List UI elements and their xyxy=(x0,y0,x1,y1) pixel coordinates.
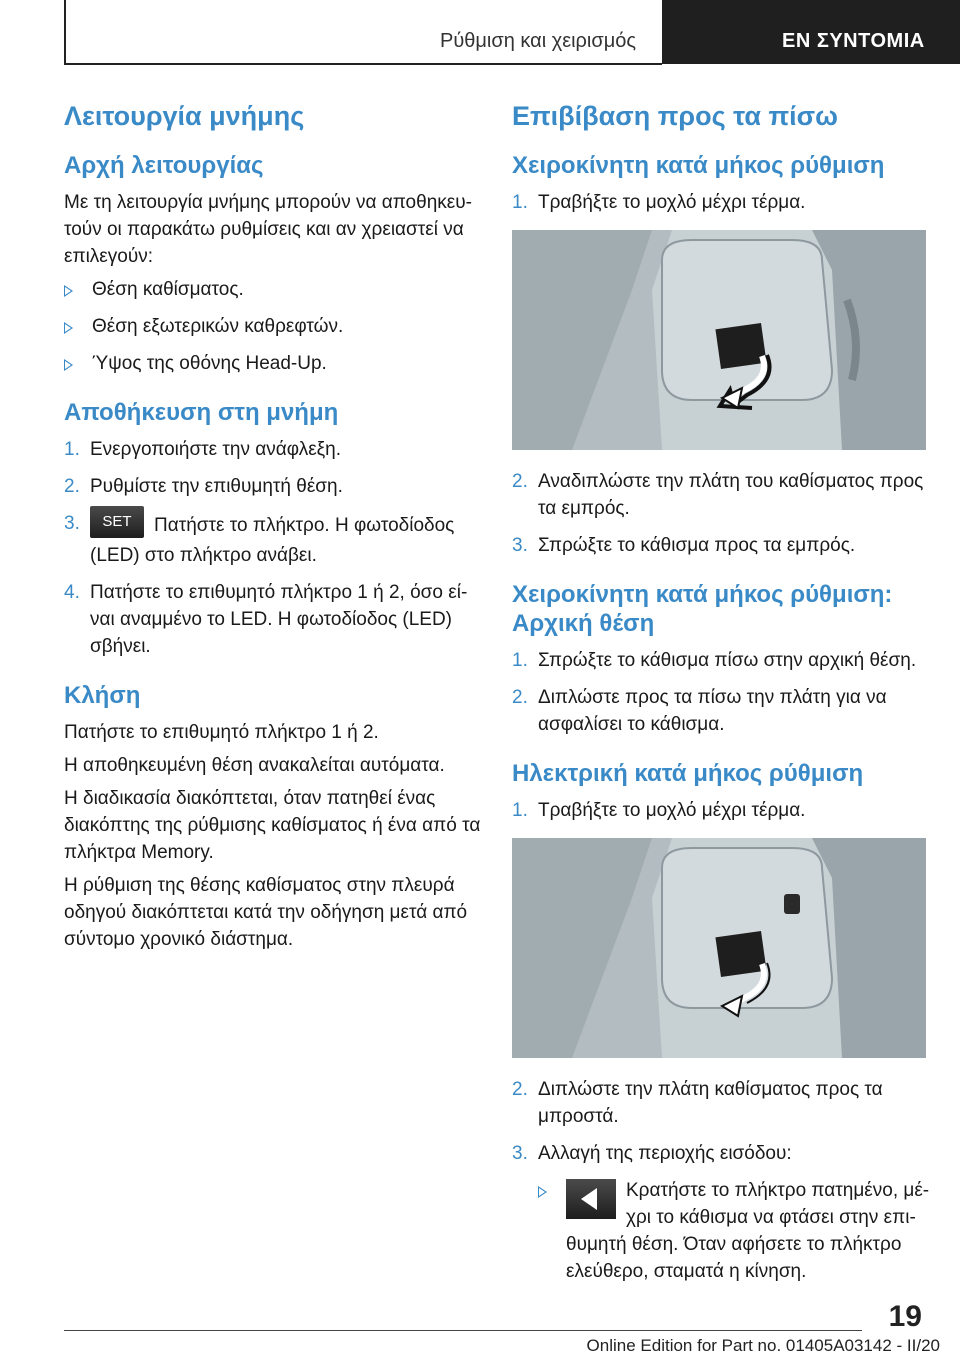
seat-lever-illustration xyxy=(512,230,926,450)
step-item: 4. Πατήστε το επιθυμητό πλήκτρο 1 ή 2, όσο είναι αναμμένο το LED. Η φωτοδίοδος (LED) σβήνει. xyxy=(64,581,468,657)
arrow-left-button-icon xyxy=(566,1179,616,1219)
manual-heading: Χειροκίνητη κατά μήκος ρύθμιση xyxy=(512,152,885,180)
principle-list xyxy=(64,276,484,377)
step-item: 2. Ρυθμίστε την επιθυμητή θέση. xyxy=(64,475,343,497)
recall-text-2: Η αποθηκευμένη θέση ανακαλείται αυτόματα. xyxy=(64,754,445,776)
step-item: 3. Σπρώξτε το κάθισμα προς τα εμπρός. xyxy=(512,535,856,557)
memory-title: Λειτουργία μνήμης xyxy=(64,101,305,131)
right-column xyxy=(512,100,932,1285)
triangle-bullet-icon xyxy=(64,285,73,297)
principle-text: Με τη λειτουργία μνήμης μπορούν να αποθηκευτούν οι παρακάτω ρυθμίσεις και αν χρειαστεί να επιλεγούν: xyxy=(64,192,472,268)
header-chapter: ΕΝ ΣΥΝΤΟΜΙΑ xyxy=(662,0,960,64)
manual-steps-a xyxy=(512,189,932,216)
principle-heading: Αρχή λειτουργίας xyxy=(64,152,264,180)
rear-entry-title: Επιβίβαση προς τα πίσω xyxy=(512,101,838,131)
manual-steps-b xyxy=(512,468,932,559)
step-item: 1. Τραβήξτε το μοχλό μέχρι τέρμα. xyxy=(512,192,806,214)
recall-text-3: Η διαδικασία διακόπτεται, όταν πατηθεί ένας διακόπτης της ρύθμισης καθίσματος ή ένα από τα πλήκτρα Memory. xyxy=(64,787,481,863)
page-number: 19 xyxy=(888,1300,922,1333)
footer-edition: Online Edition for Part no. 01405A03142 - II/20 xyxy=(586,1336,940,1355)
electric-seat-illustration xyxy=(512,838,926,1058)
step-item: 2. Διπλώστε την πλάτη καθίσματος προς τα μπροστά. xyxy=(512,1078,883,1127)
step-item: 2. Αναδιπλώστε την πλάτη του καθίσματος προς τα εμπρός. xyxy=(512,471,924,520)
electric-sub-list xyxy=(512,1177,932,1285)
step-item: 3. SET Πατήστε το πλήκτρο. Η φωτοδίοδος (LED) στο πλήκτρο ανάβει. xyxy=(64,510,484,569)
list-item: Ύψος της οθόνης Head-Up. xyxy=(64,350,484,377)
list-item: Κρατήστε το πλήκτρο πατημένο, μέχρι το κάθισμα να φτάσει στην επιθυμητή θέση. Όταν αφήσετε το πλήκτρο ελεύθερο, σταματά η κίνηση. xyxy=(538,1177,932,1285)
step-item: 1. Τραβήξτε το μοχλό μέχρι τέρμα. xyxy=(512,799,806,821)
list-item: Θέση εξωτερικών καθρεφτών. xyxy=(64,313,484,340)
step-item: 1. Σπρώξτε το κάθισμα πίσω στην αρχική θέση. xyxy=(512,649,917,671)
set-button-icon: SET xyxy=(90,506,144,538)
triangle-bullet-icon xyxy=(64,322,73,334)
header-section: Ρύθμιση και χειρισμός xyxy=(439,30,636,52)
list-item: Θέση καθίσματος. xyxy=(64,276,484,303)
electric-heading: Ηλεκτρική κατά μήκος ρύθμιση xyxy=(512,759,864,787)
triangle-bullet-icon xyxy=(538,1186,547,1198)
step-item: 3. Αλλαγή της περιοχής εισόδου: xyxy=(512,1142,792,1164)
manual-home-steps xyxy=(512,647,932,738)
electric-steps-b xyxy=(512,1076,932,1167)
manual-home-heading: Χειροκίνητη κατά μήκος ρύθμιση: Αρχική θέση xyxy=(512,581,893,637)
header-line xyxy=(64,63,662,65)
recall-text-4: Η ρύθμιση της θέσης καθίσματος στην πλευρά οδηγού διακόπτεται κατά την οδήγηση μετά από σύντομο χρονικό διάστημα. xyxy=(64,874,468,950)
left-column xyxy=(64,100,484,959)
electric-seat-photo xyxy=(512,838,926,1058)
recall-heading: Κλήση xyxy=(64,681,141,709)
step-item: 1. Ενεργοποιήστε την ανάφλεξη. xyxy=(64,438,342,460)
store-heading: Αποθήκευση στη μνήμη xyxy=(64,399,339,427)
store-steps xyxy=(64,436,484,660)
triangle-bullet-icon xyxy=(64,359,73,371)
step-item: 2. Διπλώστε προς τα πίσω την πλάτη για να ασφαλίσει το κάθισμα. xyxy=(512,686,887,735)
electric-steps-a xyxy=(512,797,932,824)
seat-lever-photo xyxy=(512,230,926,450)
recall-text-1: Πατήστε το επιθυμητό πλήκτρο 1 ή 2. xyxy=(64,721,379,743)
footer-line xyxy=(64,1330,862,1331)
